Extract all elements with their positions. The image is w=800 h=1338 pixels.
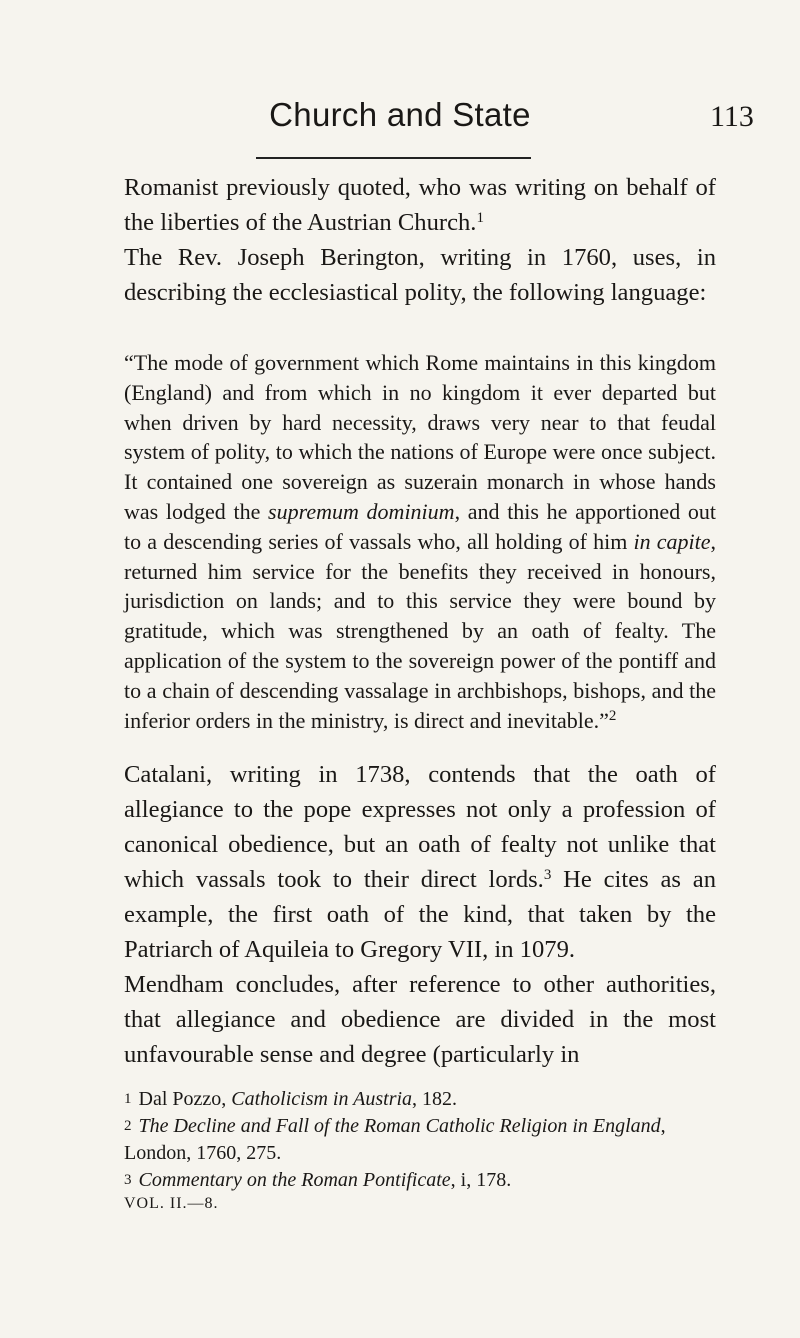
- page-number: 113: [710, 100, 754, 133]
- section-catalani: [124, 757, 716, 1072]
- paragraph-catalani: Catalani, writing in 1738, contends that the oath of allegiance to the pope expresses not only a profession of canonical obedience, but an oath of fealty not unlike that which vassals took to their direct lords.$^3$ He cites as an example, the first oath of the kind, that taken by the Patriarch of Aquileia to Gregory VII, in 1079.: [124, 761, 716, 964]
- paragraph-continuation: Romanist previously quoted, who was writing on behalf of the liberties of the Austrian Church.$^1$: [124, 174, 716, 236]
- footnote: 2 The Decline and Fall of the Roman Catholic Religion in England, London, 1760, 275.: [124, 1115, 666, 1165]
- footnote: 3 Commentary on the Roman Pontificate, i, 178.: [124, 1169, 512, 1192]
- printer-signature: VOL. II.—8.: [124, 1195, 219, 1213]
- footnotes: [124, 1086, 716, 1214]
- paragraph-berington: The Rev. Joseph Berington, writing in 1760, uses, in describing the ecclesiastical polity, the following language:: [124, 244, 716, 306]
- footnote-marker: 1: [476, 210, 484, 226]
- block-quote: “The mode of government which Rome maintains in this kingdom (England) and from which in no kingdom it ever departed but when driven by hard necessity, draws very near to that feudal system of polity, to which the nations of Europe were once subject. It contained one sovereign as suzerain monarch in whose hands was lodged the supremum dominium, and this he apportioned out to a descending series of vassals who, all holding of him in capite, returned him service for the benefits they received in honours, jurisdiction on lands; and to this service they were bound by gratitude, which was strengthened by an oath of fealty. The application of the system to the sovereign power of the pontiff and to a chain of descending vassalage in archbishops, bishops, and the inferior orders in the ministry, is direct and inevitable.”$^2$: [124, 350, 716, 733]
- footnote-marker: 3: [543, 867, 552, 884]
- page-body: [124, 170, 716, 1214]
- footnote-marker: 2: [608, 707, 617, 724]
- header-rule: [256, 157, 531, 159]
- running-title: Church and State: [269, 96, 531, 133]
- footnote: 1 Dal Pozzo, Catholicism in Austria, 182.: [124, 1088, 458, 1111]
- paragraph-mendham: Mendham concludes, after reference to other authorities, that allegiance and obedience are divided in the most unfavourable sense and degree (particularly in: [124, 971, 716, 1069]
- page-header: [0, 96, 800, 156]
